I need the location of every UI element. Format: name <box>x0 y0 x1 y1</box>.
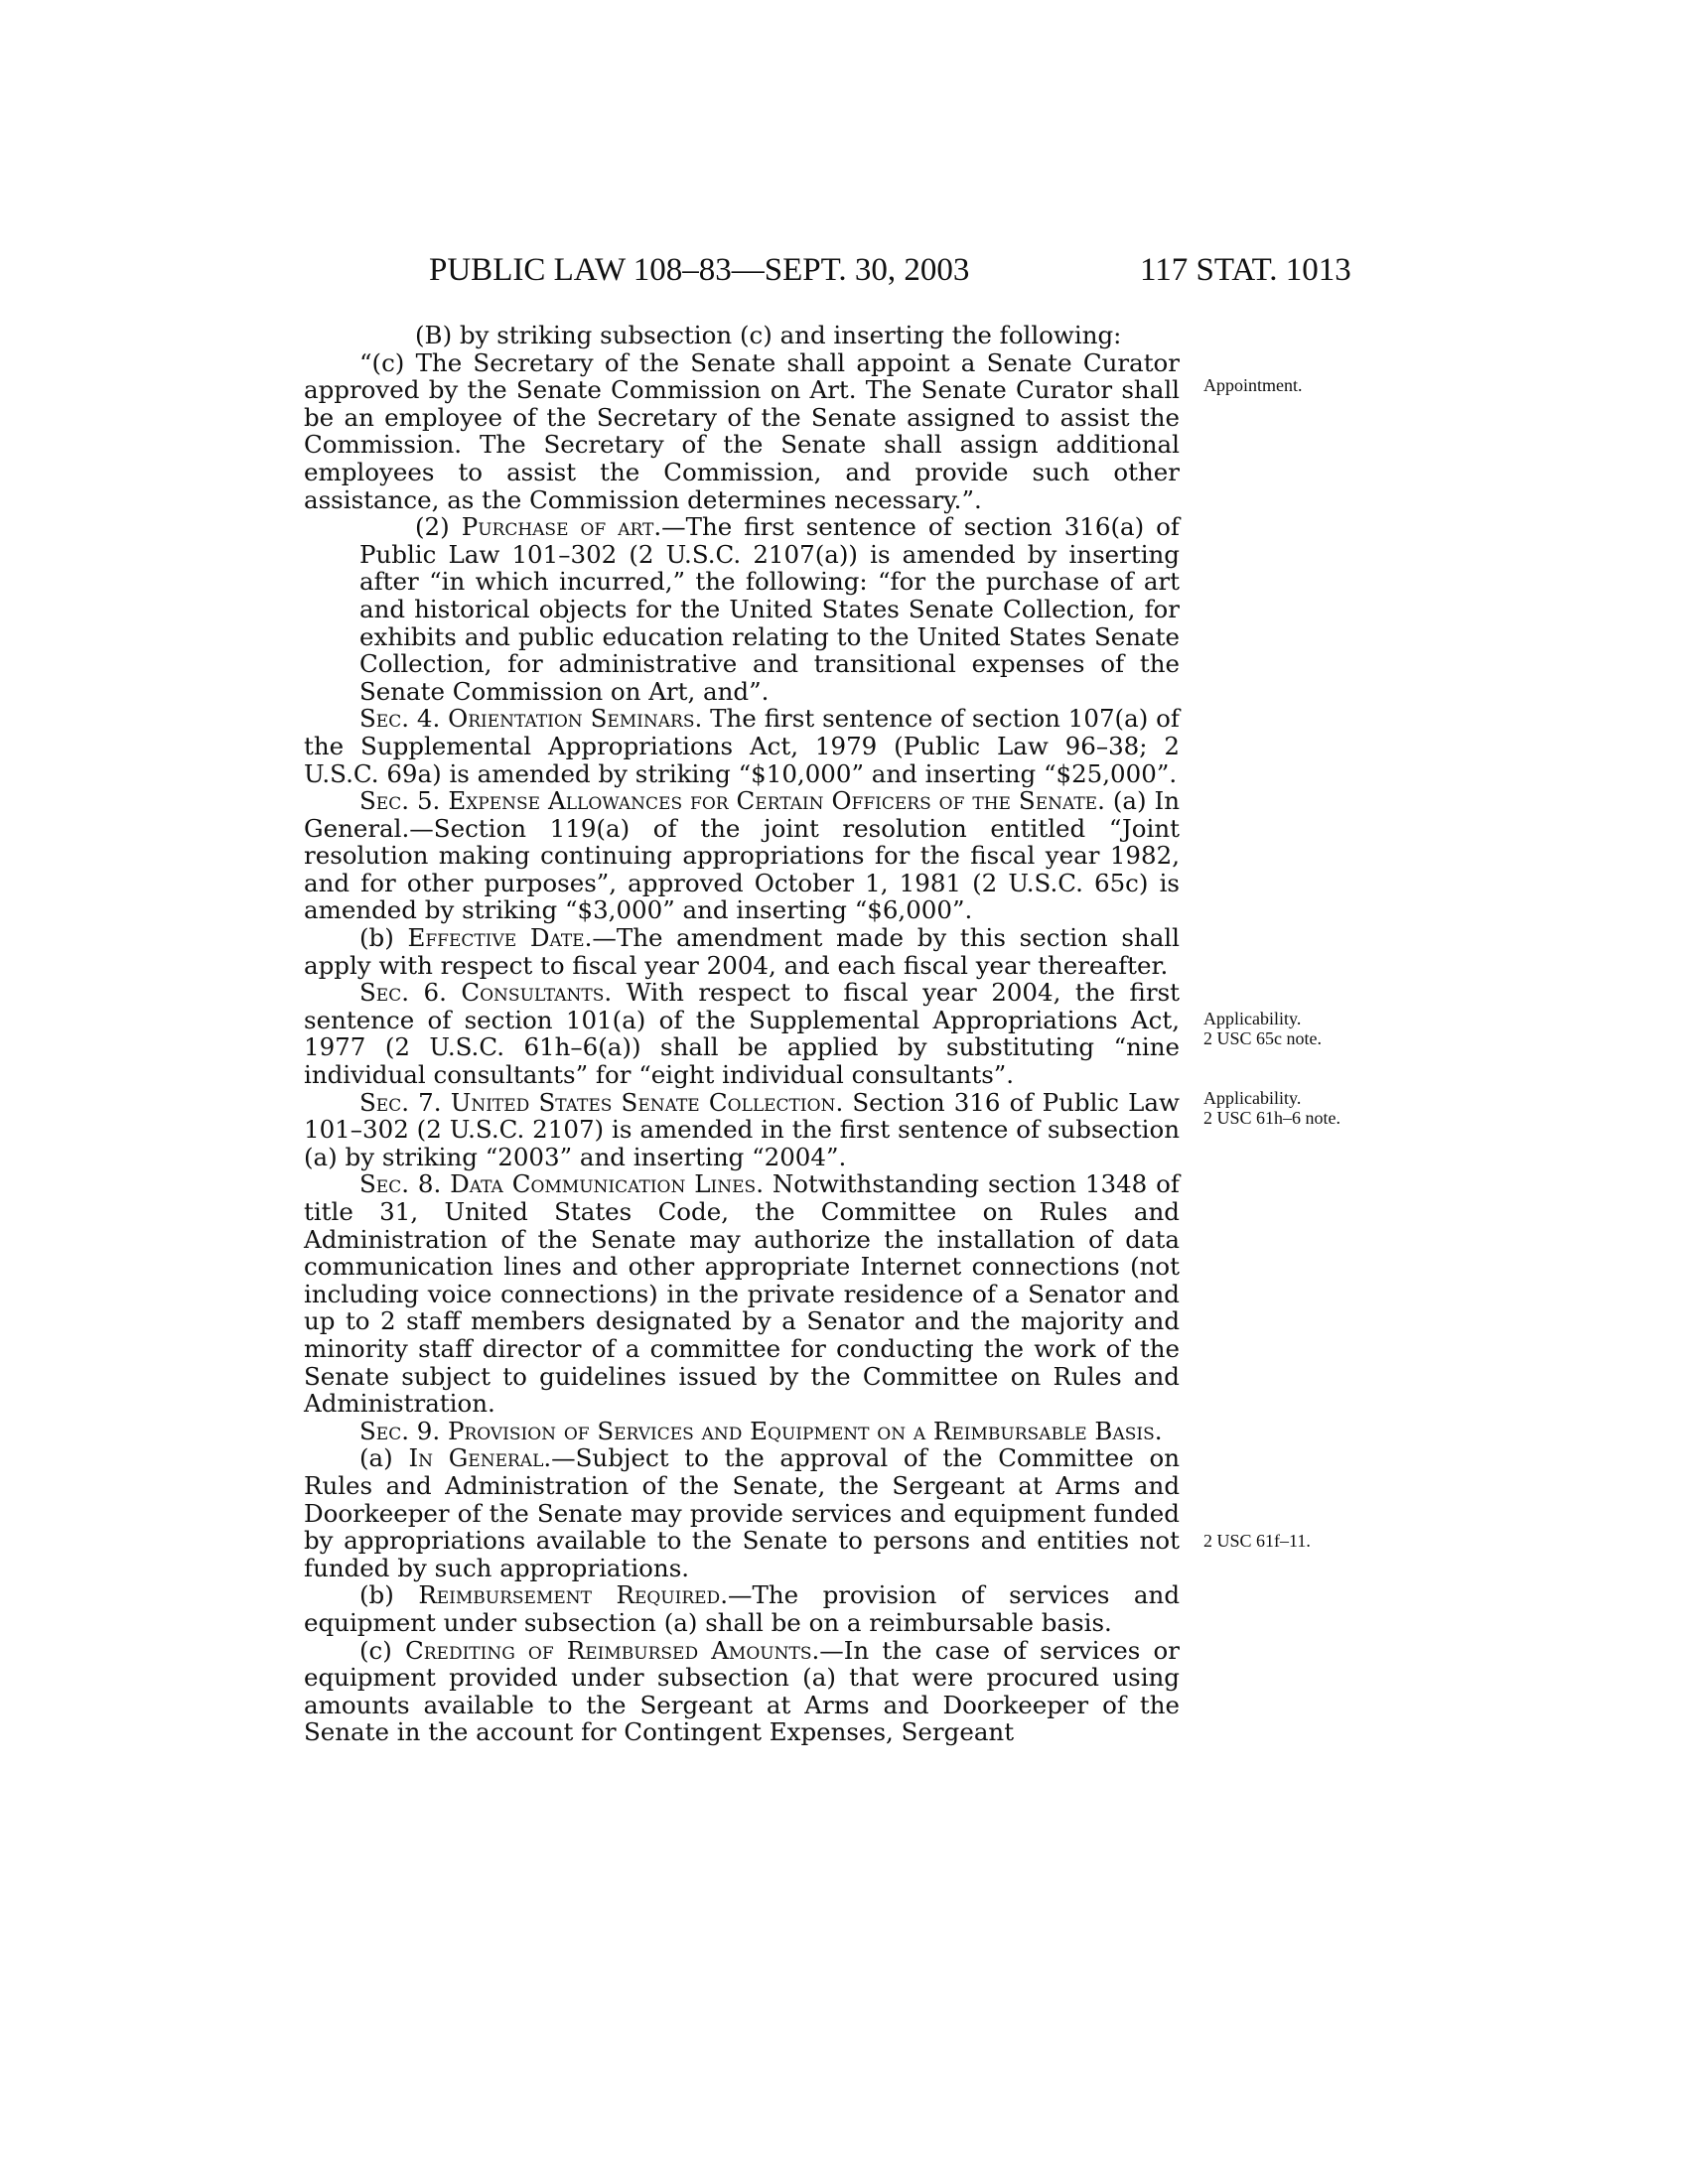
section-7-senate-collection: Sec. 7. United States Senate Collection. Section 316 of Public Law 101–302 (2 U.S.C. 2107) is amended in the first sentence of subsection (a) by striking “2003” and inserting “2004”. <box>304 1087 1180 1171</box>
section-9c-crediting: (c) Crediting of Reimbursed Amounts.—In the case of services or equipment provided under subsection (a) that were procured using amounts available to the Sergeant at Arms and Doorkeeper of the Senate in the account for Contingent Expenses, Sergeant <box>304 1635 1180 1747</box>
page-header-title: PUBLIC LAW 108–83—SEPT. 30, 2003 <box>429 252 970 288</box>
margin-note-applicability: Applicability. <box>1203 1009 1302 1028</box>
margin-note-usc-citation: 2 USC 61f–11. <box>1203 1531 1311 1551</box>
section-5b-effective-date: (b) Effective Date.—The amendment made by this section shall apply with respect to fiscal year 2004, and each fiscal year thereafter. <box>304 923 1180 980</box>
paragraph-senate-curator: “(c) The Secretary of the Senate shall appoint a Senate Curator approved by the Senate Commission on Art. The Senate Curator shall be an employee of the Secretary of the Senate assigned to assist the Commission. The Secretary of the Senate shall assign additional employees to assist the Commission, and provide such other assistance, as the Commission determines necessary.”. <box>304 347 1180 514</box>
section-5-expense-allowances: Sec. 5. Expense Allowances for Certain Officers of the Senate. (a) In General.—Section 119(a) of the joint resolution entitled “Joint resolution making continuing appropriations for the fiscal year 1982, and for other purposes”, approved October 1, 1981 (2 U.S.C. 65c) is amended by striking “$3,000” and inserting “$6,000”. <box>304 786 1180 925</box>
section-6-consultants: Sec. 6. Consultants. With respect to fiscal year 2004, the first sentence of section 101(a) of the Supplemental Appropriations Act, 1977 (2 U.S.C. 61h–6(a)) shall be applied by substituting “nine individual consultants” for “eight individual consultants”. <box>304 978 1180 1090</box>
margin-note-appointment: Appointment. <box>1203 375 1303 395</box>
section-9-heading: Sec. 9. Provision of Services and Equipment on a Reimbursable Basis. <box>359 1416 1163 1445</box>
page-header-stat-citation: 117 STAT. 1013 <box>1140 252 1351 288</box>
paragraph-purchase-of-art: (2) Purchase of art.—The first sentence of section 316(a) of Public Law 101–302 (2 U.S.C. 2107(a)) is amended by inserting after “in which incurred,” the following: “for the purchase of art and historical objects for the United States Senate Collection, for exhibits and public education relating to the United States Senate Collection, for administrative and transitional expenses of the Senate Commission on Art, and”. <box>359 512 1180 706</box>
paragraph-b-striking: (B) by striking subsection (c) and inserting the following: <box>415 321 1122 349</box>
section-9b-reimbursement-required: (b) Reimbursement Required.—The provision of services and equipment under subsection (a) shall be on a reimbursable basis. <box>304 1580 1181 1637</box>
margin-note-usc-citation: 2 USC 65c note. <box>1203 1028 1322 1048</box>
section-8-data-communication-lines: Sec. 8. Data Communication Lines. Notwithstanding section 1348 of title 31, United States Code, the Committee on Rules and Administration of the Senate may authorize the installation of data communication lines and other appropriate Internet connections (not including voice connections) in the private residence of a Senator and up to 2 staff members designated by a Senator and the majority and minority staff director of a committee for conducting the work of the Senate subject to guidelines issued by the Committee on Rules and Administration. <box>304 1169 1180 1419</box>
section-4-orientation-seminars: Sec. 4. Orientation Seminars. The first sentence of section 107(a) of the Supplemental Appropriations Act, 1979 (Public Law 96–38; 2 U.S.C. 69a) is amended by striking “$10,000” and inserting “$25,000”. <box>304 704 1180 788</box>
margin-note-usc-citation: 2 USC 61h–6 note. <box>1203 1108 1341 1128</box>
margin-note-applicability: Applicability. <box>1203 1088 1302 1108</box>
statute-body <box>304 322 1180 1746</box>
section-9a-in-general: (a) In General.—Subject to the approval of the Committee on Rules and Administration of the Senate, the Sergeant at Arms and Doorkeeper of the Senate may provide services and equipment funded by appropriations available to the Senate to persons and entities not funded by such appropriations. <box>304 1443 1180 1582</box>
